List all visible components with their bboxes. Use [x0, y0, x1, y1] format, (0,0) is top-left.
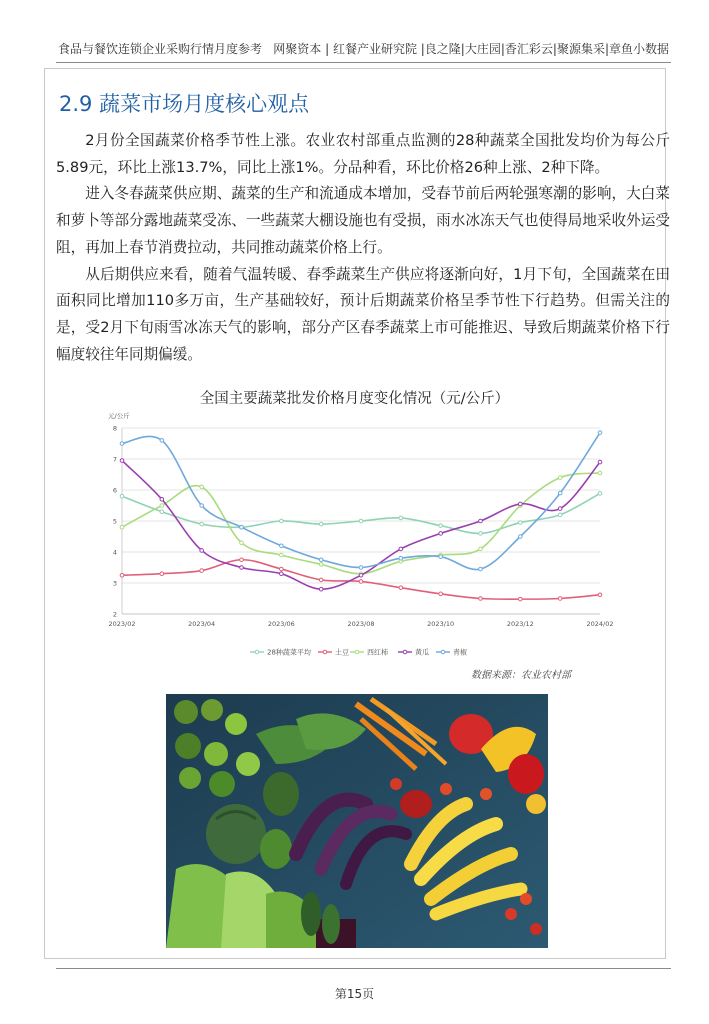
data-point [200, 485, 204, 489]
legend-label: 土豆 [335, 648, 349, 657]
legend-label: 西红柿 [367, 648, 388, 657]
x-tick-label: 2023/12 [506, 620, 534, 628]
data-point [240, 525, 244, 529]
data-point [439, 592, 443, 596]
data-point [359, 566, 363, 570]
paragraph: 从后期供应来看，随着气温转暖、春季蔬菜生产供应将逐渐向好，1月下旬，全国蔬菜在田面积同比增加110多万亩，生产基础较好，预计后期蔬菜价格呈季节性下行趋势。但需关注的是，受2月下旬雨雪冰冻天气的影响，部分产区春季蔬菜上市可能推迟、导致后期蔬菜价格下行幅度较往年同期偏缓。 [56, 265, 670, 363]
data-point [280, 572, 284, 576]
legend-label: 黄瓜 [415, 648, 429, 657]
y-ticks [113, 425, 117, 619]
data-point [519, 521, 523, 525]
body-text [56, 128, 670, 368]
data-point [160, 572, 164, 576]
data-point [598, 431, 602, 435]
data-point [439, 532, 443, 536]
series-line [122, 433, 600, 570]
section-title: 2.9 蔬菜市场月度核心观点 [59, 92, 310, 116]
data-point [319, 578, 323, 582]
data-point [160, 498, 164, 502]
x-tick-label: 2023/10 [427, 620, 455, 628]
data-point [200, 522, 204, 526]
data-point [160, 439, 164, 443]
chart-title: 全国主要蔬菜批发价格月度变化情况（元/公斤） [199, 391, 510, 407]
data-point [479, 532, 483, 536]
data-point [319, 587, 323, 591]
data-point [280, 544, 284, 548]
data-point [160, 510, 164, 514]
data-point [558, 491, 562, 495]
data-point [120, 442, 124, 446]
x-tick-label: 2023/06 [267, 620, 295, 628]
data-point [200, 569, 204, 573]
data-point [399, 556, 403, 560]
data-point [479, 597, 483, 601]
vegetables-photo [166, 694, 548, 948]
y-tick-label: 8 [112, 424, 117, 433]
data-point [558, 507, 562, 511]
data-point [200, 504, 204, 508]
data-point [519, 502, 523, 506]
chart-series [120, 431, 602, 601]
chart-legend [250, 648, 467, 657]
data-point [399, 586, 403, 590]
data-point [439, 524, 443, 528]
y-tick-label: 3 [112, 579, 117, 588]
data-point [479, 547, 483, 551]
data-point [240, 541, 244, 545]
data-point [160, 504, 164, 508]
data-point [120, 494, 124, 498]
data-point [558, 513, 562, 517]
legend-marker [323, 650, 327, 654]
line-chart [100, 404, 620, 666]
y-tick-label: 7 [112, 455, 117, 464]
legend-marker [403, 650, 407, 654]
x-tick-label: 2024/02 [586, 620, 614, 628]
page-number: 第15页 [334, 987, 375, 1001]
data-point [120, 459, 124, 463]
data-point [399, 547, 403, 551]
data-point [598, 471, 602, 475]
data-point [598, 460, 602, 464]
data-point [240, 558, 244, 562]
data-point [120, 525, 124, 529]
data-point [280, 553, 284, 557]
x-tick-label: 2023/02 [108, 620, 136, 628]
paragraph: 进入冬春蔬菜供应期、蔬菜的生产和流通成本增加，受春节前后两轮强寒潮的影响，大白菜和萝卜等部分露地蔬菜受冻、一些蔬菜大棚设施也有受损，雨水冰冻天气也使得局地采收外运受阻，再加上春节消费拉动，共同推动蔬菜价格上行。 [56, 185, 670, 256]
data-point [359, 519, 363, 523]
x-tick-label: 2023/04 [188, 620, 216, 628]
y-tick-label: 6 [112, 486, 117, 495]
header-right: 网聚资本 | 红餐产业研究院 |良之隆|大庄园|香汇彩云|聚源集采|章鱼小数据 [273, 42, 669, 56]
series-line [122, 461, 600, 590]
x-ticks [108, 620, 613, 628]
data-point [319, 558, 323, 562]
legend-marker [441, 650, 445, 654]
data-point [558, 597, 562, 601]
x-tick-label: 2023/08 [347, 620, 375, 628]
data-point [519, 597, 523, 601]
legend-label: 28种蔬菜平均 [267, 648, 311, 657]
data-point [439, 555, 443, 559]
paragraph: 2月份全国蔬菜价格季节性上涨。农业农村部重点监测的28种蔬菜全国批发均价为每公斤5.89元，环比上涨13.7%，同比上涨1%。分品种看，环比价格26种上涨、2种下降。 [56, 132, 670, 176]
header-left: 食品与餐饮连锁企业采购行情月度参考 [58, 42, 263, 56]
data-point [598, 492, 602, 496]
data-point [479, 567, 483, 571]
data-point [359, 573, 363, 577]
data-point [399, 516, 403, 520]
legend-label: 青椒 [453, 648, 467, 657]
series-line [122, 473, 600, 574]
data-point [280, 519, 284, 523]
data-point [598, 593, 602, 597]
data-point [558, 476, 562, 480]
data-point [319, 563, 323, 567]
header-divider [56, 62, 671, 63]
legend-marker [355, 650, 359, 654]
data-point [479, 519, 483, 523]
data-point [240, 566, 244, 570]
data-point [519, 535, 523, 539]
data-point [280, 567, 284, 571]
y-tick-label: 5 [112, 517, 117, 526]
data-point [359, 580, 363, 584]
y-tick-label: 2 [112, 610, 117, 619]
data-point [120, 573, 124, 577]
footer-divider [56, 968, 671, 969]
data-point [200, 549, 204, 553]
data-point [319, 522, 323, 526]
source-note: 数据来源：农业农村部 [471, 670, 571, 681]
y-tick-label: 4 [112, 548, 117, 557]
y-axis-unit: 元/公斤 [108, 412, 130, 420]
legend-marker [255, 650, 259, 654]
